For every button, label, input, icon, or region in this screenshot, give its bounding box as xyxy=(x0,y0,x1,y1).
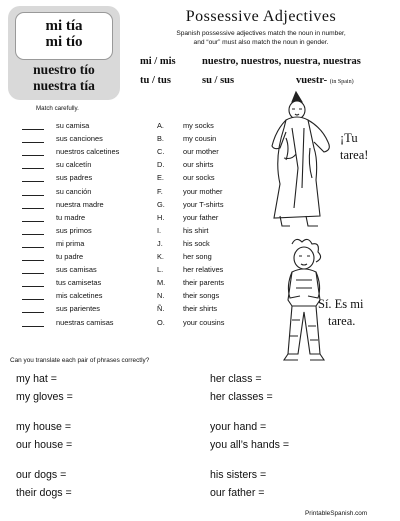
answer-blank[interactable] xyxy=(22,251,44,261)
translate-phrase-left: their dogs = xyxy=(16,487,72,499)
translate-phrase-left: my hat = xyxy=(16,373,57,385)
match-term: sus parientes xyxy=(56,304,100,314)
match-answer: their songs xyxy=(183,291,220,301)
match-answer: their shirts xyxy=(183,304,218,314)
speech-bubble-2 xyxy=(318,296,364,330)
translate-phrase-right: his sisters = xyxy=(210,469,267,481)
translate-phrase-right: her classes = xyxy=(210,391,273,403)
match-letter: M. xyxy=(157,278,166,288)
match-term: su calcetín xyxy=(56,160,92,170)
logo-text-mi-tia: mi tía xyxy=(45,18,83,34)
match-letter: I. xyxy=(157,225,162,235)
answer-blank[interactable] xyxy=(22,317,44,327)
answer-blank[interactable] xyxy=(22,146,44,156)
speech-bubble-2-line1: Sí. Es mi xyxy=(318,297,364,311)
answer-blank[interactable] xyxy=(22,225,44,235)
match-letter: K. xyxy=(157,252,164,261)
pronoun-su: su / sus xyxy=(202,75,235,86)
logo-text-nuestra-tia: nuestra tía xyxy=(33,78,95,93)
translate-phrase-left: our dogs = xyxy=(16,469,67,481)
match-term: tus camisetas xyxy=(56,278,102,288)
match-answer: their parents xyxy=(183,278,225,288)
match-term: su canción xyxy=(56,186,92,196)
answer-blank[interactable] xyxy=(22,290,44,300)
match-answer: our mother xyxy=(183,147,219,157)
translate-phrase-left: my gloves = xyxy=(16,391,73,403)
match-term: mi prima xyxy=(56,238,85,248)
logo-text-mi-tio: mi tío xyxy=(45,34,83,50)
pronoun-tu: tu / tus xyxy=(140,75,171,86)
answer-blank[interactable] xyxy=(22,133,44,143)
match-term: sus primos xyxy=(56,225,92,235)
match-term: nuestros calcetines xyxy=(56,147,120,157)
match-term: su camisa xyxy=(56,121,90,130)
subtitle-line-2: and “our” must also match the noun in gender. xyxy=(193,39,329,46)
match-term: sus padres xyxy=(56,173,93,183)
match-term: nuestras camisas xyxy=(56,317,114,327)
logo-inner-card xyxy=(15,12,113,60)
match-answer: your T-shirts xyxy=(183,199,224,209)
match-letter: C. xyxy=(157,147,165,157)
speech-bubble-1 xyxy=(340,130,368,164)
match-letter: J. xyxy=(157,238,163,248)
match-answer: her song xyxy=(183,252,212,261)
answer-blank[interactable] xyxy=(22,212,44,222)
page-title: Possessive Adjectives xyxy=(185,8,337,25)
match-answer: our socks xyxy=(183,173,215,183)
translate-phrase-left: my house = xyxy=(16,421,72,433)
match-letter: B. xyxy=(157,134,164,144)
match-letter: D. xyxy=(157,160,165,170)
answer-blank[interactable] xyxy=(22,238,44,248)
instruction: Match carefully. xyxy=(36,105,79,112)
match-term: sus canciones xyxy=(56,134,103,144)
answer-blank[interactable] xyxy=(22,199,44,209)
answer-blank[interactable] xyxy=(22,159,44,169)
translate-phrase-left: our house = xyxy=(16,439,73,451)
pronoun-nuestro: nuestro, nuestros, nuestra, nuestras xyxy=(202,56,361,67)
translate-phrase-right: you all’s hands = xyxy=(210,439,290,451)
match-letter: N. xyxy=(157,291,165,301)
pronoun-vuestr xyxy=(296,75,354,86)
answer-blank[interactable] xyxy=(22,303,44,313)
match-letter: H. xyxy=(157,212,165,222)
pronoun-vuestr-note: (in Spain) xyxy=(329,79,354,85)
answer-blank[interactable] xyxy=(22,172,44,182)
logo-text-nuestro-tio: nuestro tío xyxy=(33,62,95,77)
translate-phrase-right: our father = xyxy=(210,487,265,499)
man-in-robe-illustration xyxy=(262,88,348,238)
answer-blank[interactable] xyxy=(22,264,44,274)
answer-blank[interactable] xyxy=(22,277,44,287)
match-letter: F. xyxy=(157,186,163,196)
speech-bubble-2-line2: tarea. xyxy=(328,314,356,328)
subtitle-line-1: Spanish possessive adjectives match the noun in number, xyxy=(176,30,346,37)
match-answer: his shirt xyxy=(183,225,209,235)
match-term: sus camisas xyxy=(56,265,97,275)
answer-blank[interactable] xyxy=(22,120,44,130)
match-term: tu madre xyxy=(56,212,86,222)
match-letter: O. xyxy=(157,317,165,327)
match-answer: his sock xyxy=(183,238,210,248)
match-answer: our shirts xyxy=(183,160,214,170)
match-answer: your cousins xyxy=(183,317,225,327)
speech-bubble-1-line1: ¡Tu xyxy=(340,131,358,145)
match-term: mis calcetines xyxy=(56,291,103,301)
answer-blank[interactable] xyxy=(22,186,44,196)
pronoun-mi: mi / mis xyxy=(140,56,176,67)
match-answer: your mother xyxy=(183,186,223,196)
footer-credit: PrintableSpanish.com xyxy=(305,510,368,517)
match-answer: her relatives xyxy=(183,265,224,275)
match-letter: A. xyxy=(157,121,164,130)
match-answer: your father xyxy=(183,212,219,222)
match-letter: E. xyxy=(157,173,164,183)
pronoun-vuestr-text: vuestr- xyxy=(296,75,328,86)
speech-bubble-1-line2: tarea! xyxy=(340,148,369,162)
translate-question: Can you translate each pair of phrases correctly? xyxy=(10,357,150,364)
match-letter: G. xyxy=(157,199,165,209)
match-answer: my socks xyxy=(183,121,214,130)
match-term: tu padre xyxy=(56,252,84,261)
match-term: nuestra madre xyxy=(56,199,104,209)
match-letter: Ñ. xyxy=(157,304,165,314)
translate-phrase-right: your hand = xyxy=(210,421,267,433)
match-letter: L. xyxy=(157,265,164,275)
match-answer: my cousin xyxy=(183,134,217,144)
translate-phrase-right: her class = xyxy=(210,373,262,385)
